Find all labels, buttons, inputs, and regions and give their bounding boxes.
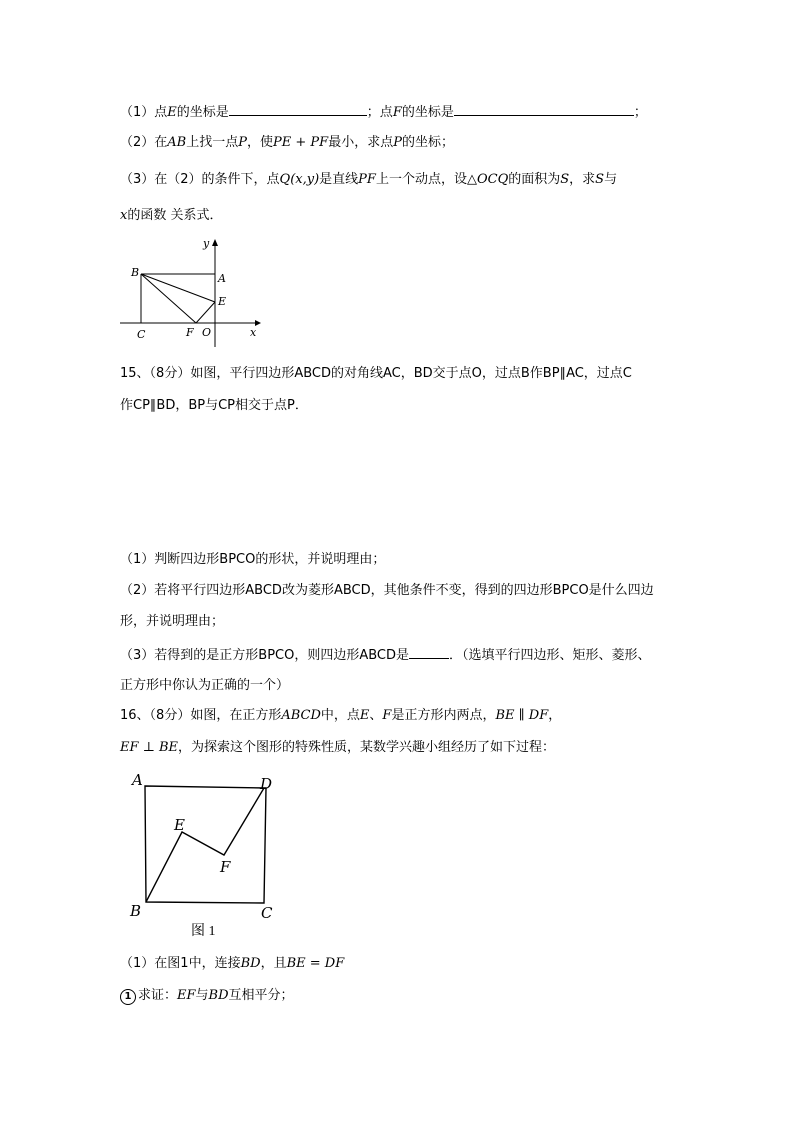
y-axis-arrow <box>212 239 218 246</box>
circled-number: 1 <box>120 989 136 1005</box>
label-x: x <box>250 326 257 339</box>
label-C: C <box>137 328 146 341</box>
q14-part3: （3）在（2）的条件下，点Q(x,y)是直线PF上一个动点，设△OCQ的面积为S，求S与 <box>120 172 618 187</box>
q16-sub1: （1）在图1中，连接BD，且BE = DF <box>120 956 345 971</box>
label-B: B <box>130 902 142 920</box>
label-A: A <box>132 771 143 789</box>
segment-BE <box>141 274 215 302</box>
q15-stem-line2: 作CP∥BD，BP与CP相交于点P． <box>120 398 308 413</box>
q14-part1: （1）点E的坐标是 ；点F的坐标是 ； <box>120 102 647 123</box>
q14-part3-cont: x的函数 关系式． <box>120 208 223 223</box>
q16-square-figure <box>128 766 284 944</box>
q14-part2: （2）在AB上找一点P，使PE + PF最小，求点P的坐标； <box>120 135 454 150</box>
label-F: F <box>186 326 194 339</box>
segment-BF <box>141 274 196 323</box>
q15-sub3-line1: （3）若得到的是正方形BPCO，则四边形ABCD是 ．（选填平行四边形、矩形、菱形、 <box>120 645 651 666</box>
label-C: C <box>261 904 273 922</box>
q16-stem-line1: 16、（8分）如图，在正方形ABCD中，点E、F是正方形内两点，BE ∥ DF， <box>120 708 562 723</box>
segment-EF <box>196 302 215 323</box>
label-D: D <box>260 775 273 793</box>
label-O: O <box>202 326 212 339</box>
q15-sub1: （1）判断四边形BPCO的形状，并说明理由； <box>120 552 386 567</box>
q14-coordinate-figure <box>110 236 270 352</box>
answer-blank-e[interactable] <box>229 102 367 116</box>
answer-blank-q15[interactable] <box>409 645 449 659</box>
q16-sub1-part1: 1 求证：EF与BD互相平分； <box>120 986 294 1006</box>
figure-caption: 图 1 <box>191 924 216 939</box>
label-B: B <box>131 266 140 279</box>
q16-stem-line2: EF ⊥ BE，为探索这个图形的特殊性质，某数学兴趣小组经历了如下过程： <box>120 740 556 755</box>
q15-sub2-line2: 形，并说明理由； <box>120 614 225 629</box>
label-E: E <box>218 295 227 308</box>
label-E: E <box>174 816 185 834</box>
label-F: F <box>220 858 231 876</box>
q15-sub2-line1: （2）若将平行四边形ABCD改为菱形ABCD，其他条件不变，得到的四边形BPCO是什么四边 <box>120 583 654 598</box>
answer-blank-f[interactable] <box>454 102 634 116</box>
q15-stem-line1: 15、（8分）如图，平行四边形ABCD的对角线AC，BD交于点O，过点B作BP∥AC，过点C <box>120 366 632 381</box>
q15-sub3-line2: 正方形中你认为正确的一个） <box>120 678 290 693</box>
label-y: y <box>203 237 210 250</box>
path-BEFD <box>146 788 264 902</box>
label-A: A <box>218 272 226 285</box>
